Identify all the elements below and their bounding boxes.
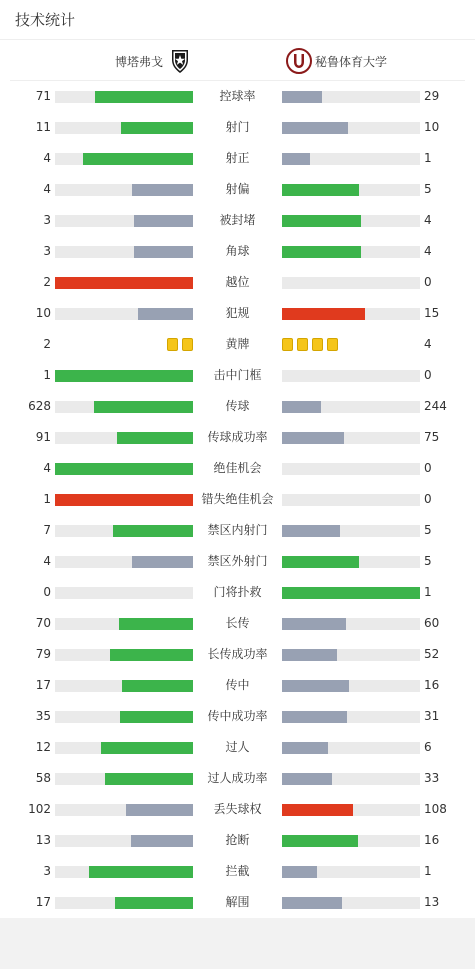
stat-row [0, 484, 475, 515]
home-bar-fill [119, 618, 193, 630]
home-value: 4 [43, 182, 51, 196]
home-value: 1 [43, 368, 51, 382]
stat-row [0, 670, 475, 701]
stat-row [0, 112, 475, 143]
away-bar-fill [282, 742, 328, 754]
away-bar-fill [282, 401, 321, 413]
home-bar-track [55, 494, 193, 506]
home-bar-track [55, 153, 193, 165]
away-bar-fill [282, 432, 344, 444]
away-bar-fill [282, 866, 317, 878]
stat-label: 禁区外射门 [207, 554, 268, 568]
home-bar-fill [115, 897, 193, 909]
away-bar-track [282, 556, 420, 568]
away-team-name: 秘鲁体育大学 [315, 54, 388, 69]
stat-label: 击中门框 [213, 368, 262, 382]
yellow-card-icon [312, 338, 323, 351]
stat-row [0, 515, 475, 546]
home-bar-track [55, 122, 193, 134]
home-value: 71 [35, 89, 51, 103]
home-bar-fill [55, 494, 193, 506]
away-bar-fill [282, 680, 349, 692]
home-bar-track [55, 618, 193, 630]
home-value: 7 [43, 523, 51, 537]
home-bar-track [55, 680, 193, 692]
stat-row [0, 143, 475, 174]
stat-row [0, 763, 475, 794]
stat-label: 射偏 [225, 182, 250, 196]
stat-label: 过人成功率 [207, 771, 268, 785]
home-bar-track [55, 401, 193, 413]
away-bar-track [282, 432, 420, 444]
home-bar-track [55, 184, 193, 196]
away-bar-track [282, 649, 420, 661]
home-bar-track [55, 370, 193, 382]
home-bar-track [55, 742, 193, 754]
home-bar-track [55, 308, 193, 320]
stat-row [0, 360, 475, 391]
home-value: 2 [43, 337, 51, 351]
home-bar-track [55, 897, 193, 909]
away-value: 10 [424, 120, 440, 134]
home-bar-track [55, 556, 193, 568]
stat-label: 传球成功率 [207, 430, 268, 444]
away-bar-fill [282, 711, 347, 723]
away-bar-fill [282, 835, 358, 847]
away-value: 52 [424, 647, 440, 661]
home-bar-fill [110, 649, 193, 661]
universitario-u-crest-icon [286, 48, 312, 74]
away-bar-track [282, 215, 420, 227]
home-bar-fill [117, 432, 193, 444]
away-bar-track [282, 153, 420, 165]
stat-row [0, 267, 475, 298]
away-bar-fill [282, 246, 361, 258]
home-value: 35 [35, 709, 51, 723]
home-bar-fill [120, 711, 193, 723]
stat-row [0, 298, 475, 329]
away-value: 4 [424, 244, 432, 258]
botafogo-star-shield-icon [167, 48, 193, 74]
home-yellow-cards [167, 338, 193, 352]
stat-label: 控球率 [219, 89, 256, 103]
stat-label: 错失绝佳机会 [201, 492, 274, 506]
home-value: 3 [43, 213, 51, 227]
stat-row [0, 236, 475, 267]
away-bar-track [282, 618, 420, 630]
away-bar-track [282, 494, 420, 506]
away-bar-track [282, 463, 420, 475]
home-bar-track [55, 215, 193, 227]
away-value: 5 [424, 523, 432, 537]
away-bar-track [282, 835, 420, 847]
away-value: 13 [424, 895, 440, 909]
stat-label: 长传成功率 [207, 647, 268, 661]
yellow-card-icon [282, 338, 293, 351]
page-title: 技术统计 [15, 11, 76, 29]
away-value: 0 [424, 492, 432, 506]
home-bar-fill [113, 525, 193, 537]
away-value: 108 [424, 802, 447, 816]
home-bar-fill [131, 835, 193, 847]
home-bar-fill [94, 401, 193, 413]
home-value: 4 [43, 461, 51, 475]
home-bar-track [55, 246, 193, 258]
away-value: 4 [424, 337, 432, 351]
stat-label: 绝佳机会 [213, 461, 262, 475]
home-value: 13 [35, 833, 51, 847]
away-value: 33 [424, 771, 440, 785]
stat-row [0, 174, 475, 205]
home-value: 17 [35, 895, 51, 909]
stat-row [0, 391, 475, 422]
away-bar-track [282, 742, 420, 754]
away-bar-track [282, 804, 420, 816]
away-bar-track [282, 401, 420, 413]
home-value: 4 [43, 554, 51, 568]
stat-row [0, 205, 475, 236]
away-bar-fill [282, 215, 361, 227]
home-value: 79 [35, 647, 51, 661]
away-bar-track [282, 680, 420, 692]
yellow-card-icon [167, 338, 178, 351]
home-bar-track [55, 525, 193, 537]
stat-label: 犯规 [225, 306, 250, 320]
away-value: 0 [424, 368, 432, 382]
away-bar-track [282, 866, 420, 878]
home-bar-fill [89, 866, 193, 878]
stat-row [0, 887, 475, 918]
away-value: 60 [424, 616, 440, 630]
home-bar-track [55, 649, 193, 661]
away-yellow-cards [282, 338, 338, 352]
away-bar-fill [282, 618, 346, 630]
stat-label: 黄牌 [225, 337, 250, 351]
home-value: 628 [28, 399, 51, 413]
home-value: 2 [43, 275, 51, 289]
stat-label: 解围 [225, 895, 250, 909]
stat-label: 传中 [225, 678, 250, 692]
away-value: 0 [424, 275, 432, 289]
home-bar-fill [83, 153, 193, 165]
yellow-card-icon [297, 338, 308, 351]
home-value: 102 [28, 802, 51, 816]
home-bar-track [55, 432, 193, 444]
away-bar-fill [282, 897, 342, 909]
stat-label: 禁区内射门 [207, 523, 268, 537]
home-team-name: 博塔弗戈 [114, 54, 163, 69]
away-bar-fill [282, 91, 322, 103]
stat-label: 被封堵 [219, 213, 256, 227]
away-value: 5 [424, 554, 432, 568]
stat-row [0, 608, 475, 639]
home-bar-fill [105, 773, 193, 785]
away-bar-track [282, 897, 420, 909]
teams-header [10, 41, 465, 81]
stat-label: 角球 [225, 244, 250, 258]
home-bar-fill [55, 463, 193, 475]
away-bar-fill [282, 184, 359, 196]
away-value: 31 [424, 709, 440, 723]
home-bar-fill [55, 277, 193, 289]
home-bar-track [55, 804, 193, 816]
away-bar-fill [282, 153, 310, 165]
home-bar-track [55, 463, 193, 475]
home-bar-fill [126, 804, 193, 816]
home-bar-track [55, 277, 193, 289]
away-bar-fill [282, 122, 348, 134]
stats-list [0, 81, 475, 918]
away-bar-track [282, 122, 420, 134]
stat-row [0, 794, 475, 825]
away-bar-track [282, 773, 420, 785]
home-bar-track [55, 835, 193, 847]
away-bar-track [282, 370, 420, 382]
away-value: 0 [424, 461, 432, 475]
away-bar-track [282, 525, 420, 537]
home-value: 3 [43, 244, 51, 258]
home-bar-fill [95, 91, 193, 103]
home-value: 70 [35, 616, 51, 630]
stat-row [0, 81, 475, 112]
home-bar-track [55, 773, 193, 785]
stat-label: 射门 [225, 120, 250, 134]
away-value: 16 [424, 833, 440, 847]
away-value: 1 [424, 585, 432, 599]
stat-label: 丢失球权 [213, 802, 262, 816]
home-bar-fill [132, 556, 193, 568]
home-bar-track [55, 711, 193, 723]
away-value: 1 [424, 151, 432, 165]
away-bar-track [282, 587, 420, 599]
away-bar-track [282, 308, 420, 320]
stat-row [0, 732, 475, 763]
away-bar-track [282, 184, 420, 196]
away-value: 15 [424, 306, 440, 320]
home-value: 10 [35, 306, 51, 320]
stat-label: 传球 [225, 399, 250, 413]
stat-label: 传中成功率 [207, 709, 268, 723]
stat-label: 拦截 [225, 864, 250, 878]
away-bar-fill [282, 556, 359, 568]
away-bar-fill [282, 308, 365, 320]
home-value: 0 [43, 585, 51, 599]
away-bar-track [282, 246, 420, 258]
away-bar-fill [282, 587, 420, 599]
home-bar-track [55, 866, 193, 878]
away-value: 4 [424, 213, 432, 227]
stat-label: 过人 [225, 740, 250, 754]
home-bar-track [55, 91, 193, 103]
home-value: 58 [35, 771, 51, 785]
home-bar-fill [121, 122, 193, 134]
stat-row [0, 701, 475, 732]
home-value: 11 [35, 120, 51, 134]
away-bar-track [282, 91, 420, 103]
away-bar-fill [282, 773, 332, 785]
home-value: 1 [43, 492, 51, 506]
home-bar-fill [122, 680, 193, 692]
away-team[interactable] [286, 41, 387, 81]
home-bar-fill [55, 370, 193, 382]
stat-row [0, 825, 475, 856]
away-bar-fill [282, 649, 337, 661]
home-bar-fill [134, 215, 193, 227]
away-bar-track [282, 277, 420, 289]
home-value: 12 [35, 740, 51, 754]
stat-label: 射正 [225, 151, 250, 165]
away-value: 16 [424, 678, 440, 692]
away-bar-track [282, 711, 420, 723]
stat-row [0, 639, 475, 670]
yellow-card-icon [327, 338, 338, 351]
away-value: 29 [424, 89, 440, 103]
stat-row [0, 546, 475, 577]
away-value: 244 [424, 399, 447, 413]
yellow-card-icon [182, 338, 193, 351]
away-value: 6 [424, 740, 432, 754]
away-value: 1 [424, 864, 432, 878]
away-bar-fill [282, 804, 353, 816]
home-value: 4 [43, 151, 51, 165]
home-bar-fill [101, 742, 193, 754]
stat-label: 越位 [225, 275, 250, 289]
home-value: 91 [35, 430, 51, 444]
stat-row [0, 577, 475, 608]
home-value: 17 [35, 678, 51, 692]
away-value: 75 [424, 430, 440, 444]
stat-label: 长传 [225, 616, 250, 630]
stat-label: 抢断 [225, 833, 250, 847]
home-bar-fill [138, 308, 193, 320]
title-bar [0, 0, 475, 40]
away-bar-fill [282, 525, 340, 537]
stat-label: 门将扑救 [213, 585, 262, 599]
home-bar-track [55, 587, 193, 599]
home-bar-fill [134, 246, 193, 258]
stat-row [0, 422, 475, 453]
home-value: 3 [43, 864, 51, 878]
stat-row [0, 329, 475, 360]
away-value: 5 [424, 182, 432, 196]
home-team[interactable] [115, 41, 193, 81]
stat-row [0, 453, 475, 484]
home-bar-fill [132, 184, 193, 196]
stat-row [0, 856, 475, 887]
